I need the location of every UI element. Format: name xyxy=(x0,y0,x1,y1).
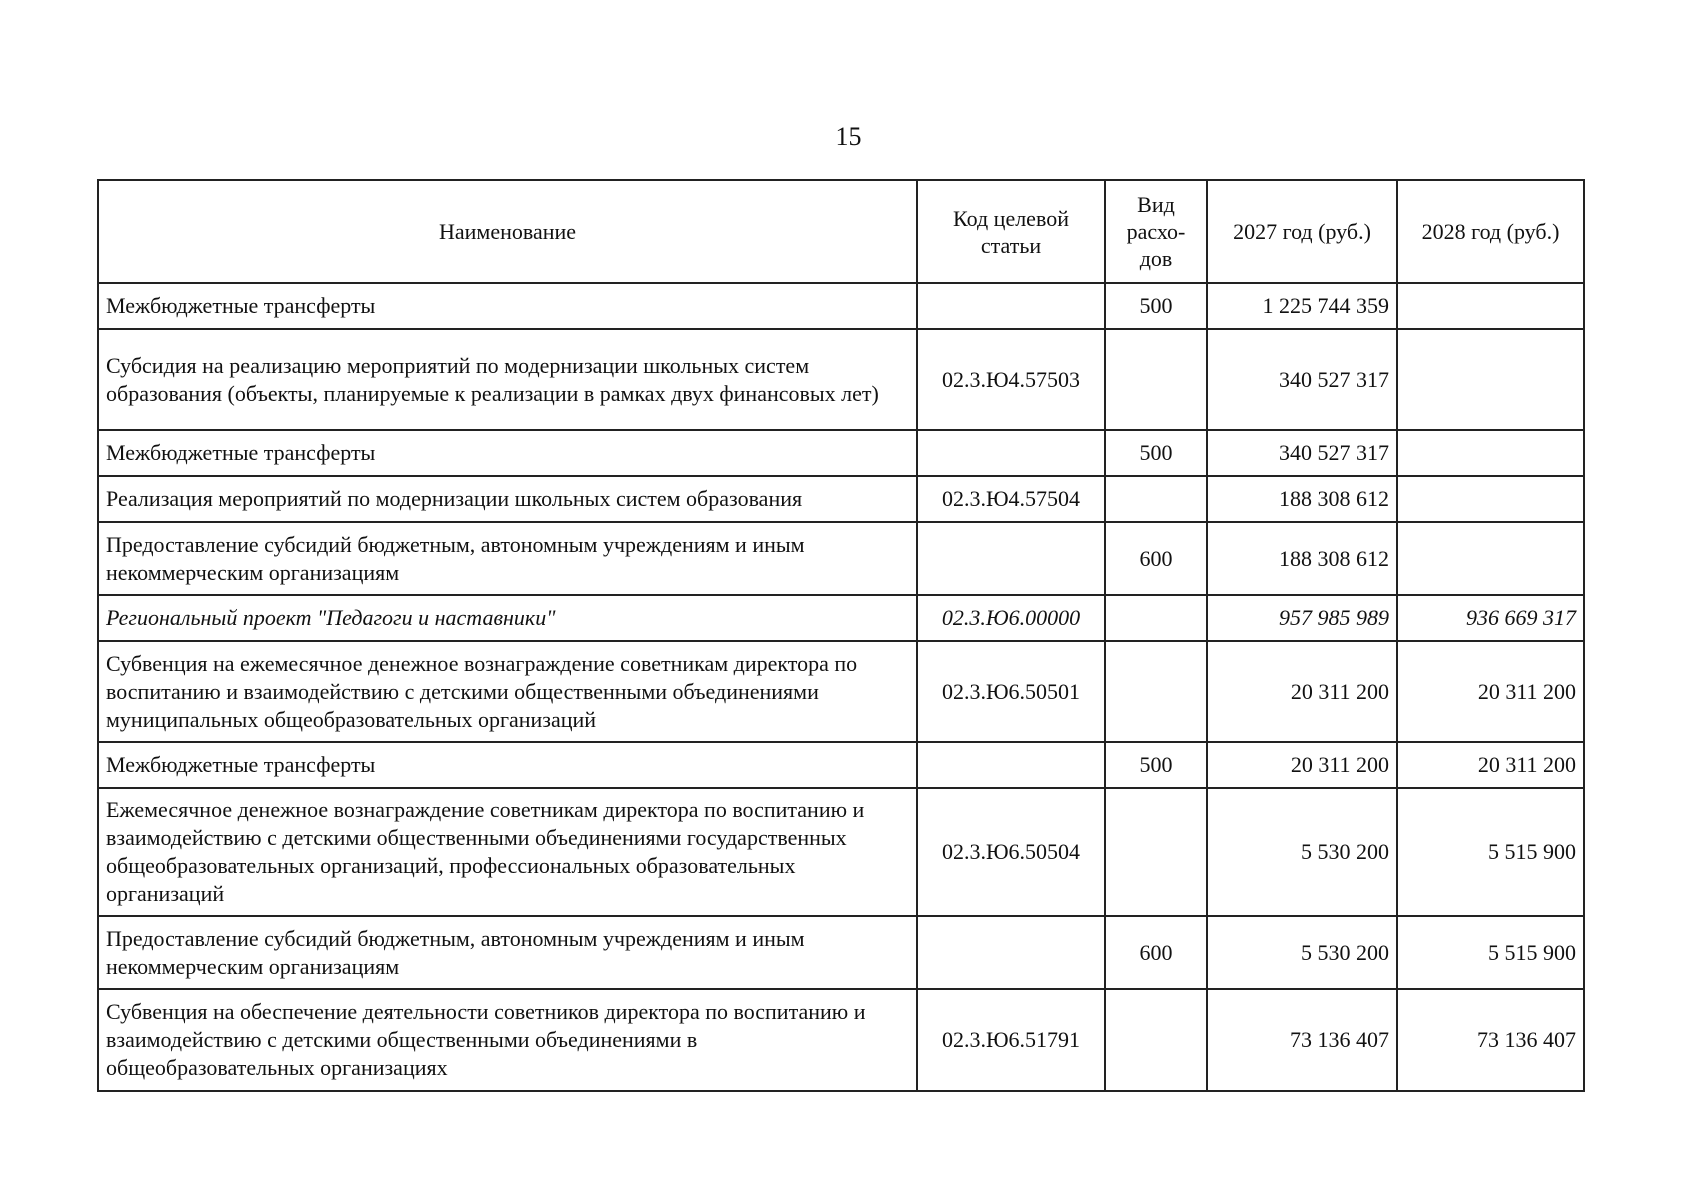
row-amount-2028 xyxy=(1397,283,1584,329)
row-name: Межбюджетные трансферты xyxy=(98,742,917,788)
row-code xyxy=(917,522,1105,595)
row-vid xyxy=(1105,329,1207,430)
row-vid xyxy=(1105,788,1207,916)
header-year-2027: 2027 год (руб.) xyxy=(1207,180,1397,283)
row-code: 02.3.Ю6.51791 xyxy=(917,989,1105,1091)
table-row xyxy=(98,641,1584,742)
row-amount-2027: 5 530 200 xyxy=(1207,916,1397,989)
row-amount-2027: 188 308 612 xyxy=(1207,522,1397,595)
row-amount-2028: 5 515 900 xyxy=(1397,788,1584,916)
row-name: Субвенция на ежемесячное денежное вознаграждение советникам директора по воспитанию и взаимодействию с детскими общественными объединениями муниципальных общеобразовательных организаций xyxy=(98,641,917,742)
row-name: Реализация мероприятий по модернизации школьных систем образования xyxy=(98,476,917,522)
row-amount-2028: 20 311 200 xyxy=(1397,742,1584,788)
table-row xyxy=(98,430,1584,476)
row-amount-2028 xyxy=(1397,476,1584,522)
row-amount-2027: 957 985 989 xyxy=(1207,595,1397,641)
row-amount-2028: 5 515 900 xyxy=(1397,916,1584,989)
table-row xyxy=(98,742,1584,788)
row-name: Предоставление субсидий бюджетным, автономным учреждениям и иным некоммерческим организациям xyxy=(98,522,917,595)
table-row xyxy=(98,788,1584,916)
table-row xyxy=(98,522,1584,595)
row-vid xyxy=(1105,595,1207,641)
table-header-row xyxy=(98,180,1584,283)
row-code: 02.3.Ю6.50504 xyxy=(917,788,1105,916)
header-code: Код целевой статьи xyxy=(917,180,1105,283)
row-code xyxy=(917,742,1105,788)
row-code xyxy=(917,283,1105,329)
row-name: Региональный проект "Педагоги и наставники" xyxy=(98,595,917,641)
table-row xyxy=(98,283,1584,329)
row-vid: 500 xyxy=(1105,430,1207,476)
row-name: Межбюджетные трансферты xyxy=(98,283,917,329)
table-row-section xyxy=(98,595,1584,641)
row-name: Межбюджетные трансферты xyxy=(98,430,917,476)
table-row xyxy=(98,476,1584,522)
row-amount-2027: 1 225 744 359 xyxy=(1207,283,1397,329)
row-vid: 600 xyxy=(1105,522,1207,595)
row-vid: 600 xyxy=(1105,916,1207,989)
table-row xyxy=(98,916,1584,989)
row-amount-2028: 20 311 200 xyxy=(1397,641,1584,742)
row-code xyxy=(917,430,1105,476)
row-code xyxy=(917,916,1105,989)
row-amount-2028 xyxy=(1397,522,1584,595)
header-vid: Вид расхо-дов xyxy=(1105,180,1207,283)
row-code: 02.3.Ю6.50501 xyxy=(917,641,1105,742)
header-year-2028: 2028 год (руб.) xyxy=(1397,180,1584,283)
row-vid xyxy=(1105,641,1207,742)
row-amount-2027: 5 530 200 xyxy=(1207,788,1397,916)
row-vid xyxy=(1105,989,1207,1091)
row-vid: 500 xyxy=(1105,742,1207,788)
row-amount-2027: 20 311 200 xyxy=(1207,742,1397,788)
header-name: Наименование xyxy=(98,180,917,283)
row-amount-2028: 73 136 407 xyxy=(1397,989,1584,1091)
row-code: 02.3.Ю6.00000 xyxy=(917,595,1105,641)
row-name: Субвенция на обеспечение деятельности советников директора по воспитанию и взаимодействию с детскими общественными объединениями в общеобразовательных организациях xyxy=(98,989,917,1091)
table-row xyxy=(98,329,1584,430)
row-name: Ежемесячное денежное вознаграждение советникам директора по воспитанию и взаимодействию с детскими общественными объединениями государственных общеобразовательных организаций, профессиональных образовательных организаций xyxy=(98,788,917,916)
row-amount-2027: 340 527 317 xyxy=(1207,329,1397,430)
row-code: 02.3.Ю4.57503 xyxy=(917,329,1105,430)
row-name: Субсидия на реализацию мероприятий по модернизации школьных систем образования (объекты, планируемые к реализации в рамках двух финансовых лет) xyxy=(98,329,917,430)
row-code: 02.3.Ю4.57504 xyxy=(917,476,1105,522)
budget-table xyxy=(97,179,1585,1092)
page-number: 15 xyxy=(835,122,862,151)
row-amount-2027: 20 311 200 xyxy=(1207,641,1397,742)
row-amount-2027: 73 136 407 xyxy=(1207,989,1397,1091)
row-name: Предоставление субсидий бюджетным, автономным учреждениям и иным некоммерческим организациям xyxy=(98,916,917,989)
row-vid: 500 xyxy=(1105,283,1207,329)
row-amount-2028: 936 669 317 xyxy=(1397,595,1584,641)
row-amount-2028 xyxy=(1397,430,1584,476)
row-amount-2027: 340 527 317 xyxy=(1207,430,1397,476)
table-row xyxy=(98,989,1584,1091)
row-amount-2028 xyxy=(1397,329,1584,430)
row-vid xyxy=(1105,476,1207,522)
row-amount-2027: 188 308 612 xyxy=(1207,476,1397,522)
